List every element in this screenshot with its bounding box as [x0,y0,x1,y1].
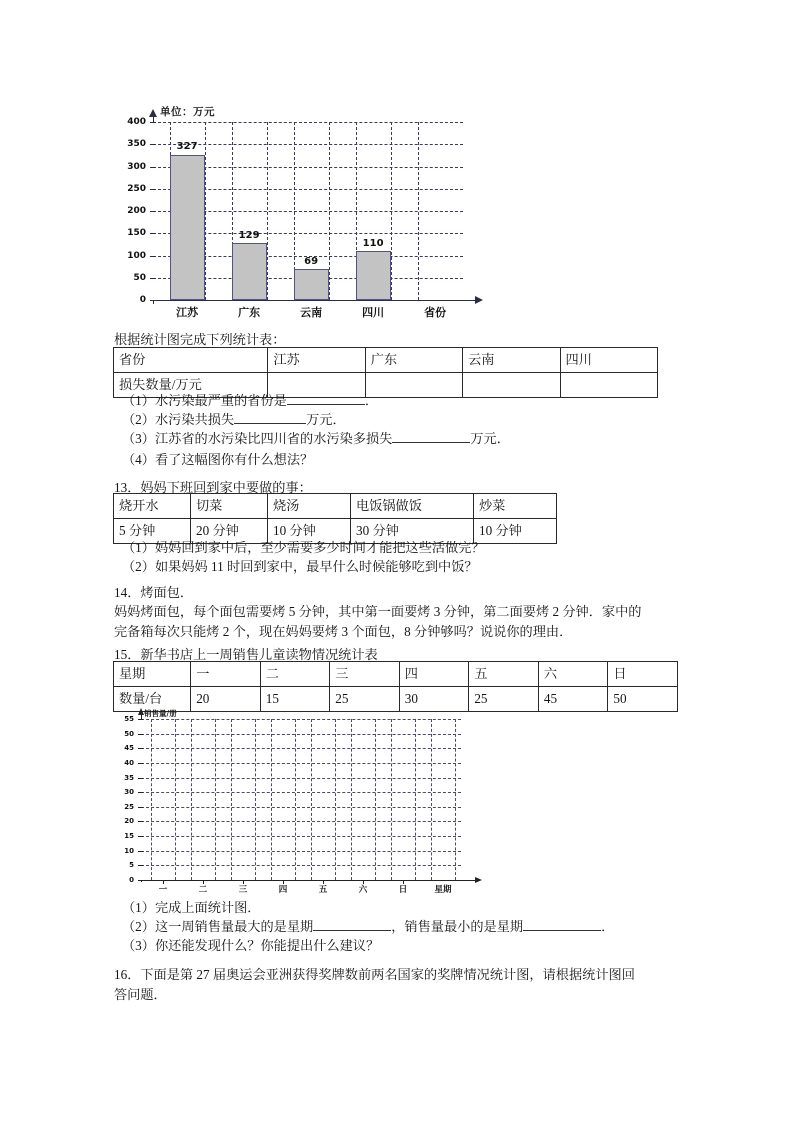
bar-chart-y-tick-label: 50 [133,272,146,283]
bar-chart-y-tick-mark [150,233,156,234]
q12-q2-blank[interactable] [234,423,306,424]
q12-q2-text: （2）水污染共损失 [122,412,235,427]
bar-chart-y-tick-label: 200 [127,206,146,216]
table-header-cell: 二 [260,662,330,687]
grid-chart-y-tick-mark [138,880,143,881]
grid-chart-y-tick-label: 0 [129,876,134,884]
bar-chart-y-tick-label: 150 [127,228,146,239]
bar-chart-vertical-gridline [391,122,392,300]
grid-chart-vertical-gridline [215,719,216,880]
bar-chart-unit-label: 单位：万元 [160,106,215,118]
q15-question-3: （3）你还能发现什么？你能提出什么建议？ [122,938,380,953]
grid-chart-y-tick-label: 40 [124,758,134,767]
grid-chart-y-tick-label: 55 [124,715,134,723]
grid-chart-vertical-gridline [175,719,176,880]
grid-chart-plot-area[interactable] [141,719,461,880]
grid-chart-y-tick-mark [138,821,143,822]
table-cell: 数量/台 [114,687,191,712]
grid-chart-x-tick-label: 一 [158,885,168,895]
bar-chart-y-tick-label: 100 [127,250,146,261]
grid-chart-x-tick-label: 六 [358,885,368,895]
grid-chart-y-tick-label: 45 [124,744,134,753]
grid-chart-vertical-gridline [351,719,352,880]
table-cell: 广东 [365,348,462,373]
table-header-cell: 星期 [114,662,191,687]
bar-value-label: 110 [362,238,384,250]
grid-chart-x-axis [141,880,477,881]
q15-q2-pre: （2）这一周销售量最大的是星期 [122,919,314,934]
grid-chart-gridline [141,763,461,764]
grid-chart-vertical-gridline [415,719,416,880]
grid-chart-y-tick-label: 50 [124,729,134,738]
q15-sales-table [113,661,678,712]
bar-chart-y-tick-label: 350 [127,139,146,150]
bar-chart-y-tick-mark [150,300,156,301]
grid-chart-x-tick-mark [363,880,364,884]
table-header-cell: 五 [469,662,539,687]
table-header-cell: 一 [191,662,261,687]
q12-question-4: （4）看了这幅图你有什么想法？ [122,452,314,467]
bar-value-label: 327 [176,141,198,153]
bar-chart-y-tick-mark [150,211,156,212]
q12-q3-text: （3）江苏省的水污染比四川省的水污染多损失 [122,431,393,446]
bar-chart-y-tick-mark [150,256,156,257]
grid-chart-y-tick-label: 35 [124,773,134,782]
bar-chart-plot-area [153,122,463,300]
grid-chart-gridline [141,851,461,852]
bar-chart-y-tick-mark [150,122,156,123]
grid-chart-x-tick-mark [243,880,244,884]
table-row-header: 省份 [114,348,268,373]
table-header-cell: 切菜 [191,494,268,519]
q15-question-1: （1）完成上面统计图． [122,900,261,915]
bar-chart-y-tick-mark [150,144,156,145]
table-row [114,494,557,519]
table-cell: 45 [538,687,608,712]
grid-chart-gridline [141,719,461,720]
bar-chart-x-axis [153,300,477,301]
table-header-cell: 四 [399,662,469,687]
table-header-cell: 烧开水 [114,494,191,519]
grid-chart-y-tick-label: 25 [124,802,134,811]
grid-chart-y-tick-mark [138,851,143,852]
table-header-cell: 烧汤 [268,494,351,519]
q14-body-line-2: 完备箱每次只能烤 2 个，现在妈妈要烤 3 个面包，8 分钟够吗？说说你的理由． [114,624,573,639]
grid-chart-unit-label: 销售量/册 [144,709,177,718]
grid-chart-vertical-gridline [151,719,152,880]
grid-chart-x-tick-label: 四 [278,885,288,895]
q14-title: 14．烤面包． [114,585,194,600]
grid-chart-x-tick-mark [403,880,404,884]
table-cell-blank[interactable] [463,373,560,398]
table-cell-blank[interactable] [560,373,657,398]
q13-title: 13．妈妈下班回到家中要做的事： [114,480,312,495]
q13-question-1: （1）妈妈回到家中后，至少需要多少时间才能把这些活做完？ [122,540,485,555]
grid-chart-y-tick-mark [138,792,143,793]
grid-chart-gridline [141,821,461,822]
grid-chart-x-tick-mark [283,880,284,884]
q15-title: 15．新华书店上一周销售儿童读物情况统计表 [114,647,378,662]
q12-q3-suffix: 万元． [470,431,510,446]
bar-chart-vertical-gridline [418,122,419,300]
table-cell: 江苏 [268,348,365,373]
q14-body-line-1: 妈妈烤面包，每个面包需要烤 5 分钟，其中第一面要烤 3 分钟，第二面要烤 2 分钟．家中的 [114,604,642,619]
bar-chart-y-tick-label: 250 [127,183,146,194]
q12-intro: 根据统计图完成下列统计表： [114,332,286,347]
grid-chart-x-tick-mark [323,880,324,884]
grid-chart-vertical-gridline [295,719,296,880]
grid-chart-y-tick-label: 10 [124,846,134,855]
bar-chart-x-tick-label: 云南 [300,306,323,319]
table-cell: 四川 [560,348,657,373]
q15-q2-mid: ，销售量最小的是星期 [391,919,524,934]
bar-chart-gridline [153,122,463,123]
q16-line-1: 16．下面是第 27 届奥运会亚洲获得奖牌数前两名国家的奖牌情况统计图，请根据统计图回 [114,967,635,982]
bar-chart-x-tick-label: 四川 [362,306,385,319]
grid-chart-vertical-gridline [391,719,392,880]
bar-chart-x-tick-label: 江苏 [176,306,199,319]
q12-q3-blank[interactable] [392,442,470,443]
grid-chart-vertical-gridline [335,719,336,880]
q12-q2-suffix: 万元． [306,412,346,427]
q15-q2-post: ． [601,919,615,934]
table-cell: 25 [330,687,400,712]
grid-chart-x-tick-label: 五 [318,885,328,895]
grid-chart-y-tick-label: 30 [124,788,134,797]
grid-chart-vertical-gridline [271,719,272,880]
table-header-cell: 六 [538,662,608,687]
table-cell: 50 [608,687,678,712]
grid-chart-vertical-gridline [431,719,432,880]
grid-chart-y-tick-mark [138,807,143,808]
bar-chart-y-tick-label: 300 [127,161,146,172]
grid-chart-gridline [141,792,461,793]
grid-chart-gridline [141,836,461,837]
bar-chart-y-tick-mark [150,167,156,168]
bar-chart-bar [232,243,267,300]
grid-chart-x-tick-mark [163,880,164,884]
bar-chart-bar [356,251,391,300]
bar-chart-vertical-gridline [329,122,330,300]
grid-chart-y-tick-mark [138,778,143,779]
grid-chart-x-tick-label: 日 [398,885,408,895]
table-cell: 25 [469,687,539,712]
grid-chart-vertical-gridline [375,719,376,880]
grid-chart-y-tick-mark [138,836,143,837]
bar-chart-bar [294,269,329,300]
grid-chart-gridline [141,734,461,735]
table-row-header: 损失数量/万元 [114,373,268,398]
grid-chart-x-tick-label: 二 [198,885,208,895]
table-cell: 15 [260,687,330,712]
bar-chart-x-axis-title: 省份 [424,306,447,319]
bar-chart-y-tick-mark [150,189,156,190]
q15-q2-blank-min[interactable] [523,930,601,931]
table-row [114,662,678,687]
grid-chart-vertical-gridline [255,719,256,880]
bar-chart-y-tick-label: 0 [139,295,146,305]
grid-chart-y-tick-label: 20 [124,817,134,826]
table-header-cell: 电饭锅做饭 [351,494,474,519]
q13-tasks-table [113,493,557,544]
table-cell: 20 分钟 [191,519,268,544]
grid-chart-gridline [141,865,461,866]
table-header-cell: 三 [330,662,400,687]
grid-chart-vertical-gridline [311,719,312,880]
table-cell: 5 分钟 [114,519,191,544]
q12-question-2 [122,410,346,429]
grid-chart-vertical-gridline [455,719,456,880]
q12-question-1 [122,391,378,410]
grid-chart-x-tick-mark [203,880,204,884]
table-cell: 30 分钟 [351,519,474,544]
grid-chart-y-tick-mark [138,734,143,735]
grid-chart-y-tick-mark [138,865,143,866]
grid-chart-gridline [141,748,461,749]
q16-line-2: 答问题． [114,987,167,1002]
grid-chart-gridline [141,778,461,779]
table-cell: 云南 [463,348,560,373]
bar-chart-y-tick-label: 400 [127,117,146,127]
grid-chart-x-tick-label: 三 [238,885,248,895]
table-cell: 10 分钟 [474,519,557,544]
q12-q1-text: （1）水污染最严重的省份是 [122,393,287,408]
grid-chart-vertical-gridline [231,719,232,880]
water-pollution-bar-chart [112,100,492,319]
table-cell: 20 [191,687,261,712]
table-row [114,348,658,373]
table-header-cell: 炒菜 [474,494,557,519]
grid-chart-gridline [141,807,461,808]
sales-blank-grid-chart [104,708,494,898]
grid-chart-y-tick-label: 5 [129,861,134,870]
q13-question-2: （2）如果妈妈 11 时回到家中，最早什么时候能够吃到中饭？ [122,559,478,574]
bar-chart-x-tick-label: 广东 [238,306,261,319]
bar-chart-vertical-gridline [267,122,268,300]
q15-q2-blank-max[interactable] [313,930,391,931]
table-header-cell: 日 [608,662,678,687]
grid-chart-x-axis-title: 星期 [434,885,452,895]
table-cell: 30 [399,687,469,712]
bar-value-label: 129 [238,229,260,241]
grid-chart-y-tick-mark [138,719,143,720]
q15-question-2 [122,917,614,936]
q12-q1-blank[interactable] [287,404,365,405]
bar-chart-y-tick-mark [150,278,156,279]
q12-q1-suffix: ． [364,393,379,408]
grid-chart-y-tick-mark [138,748,143,749]
table-cell: 10 分钟 [268,519,351,544]
bar-value-label: 69 [304,256,319,268]
grid-chart-vertical-gridline [191,719,192,880]
q12-question-3 [122,429,510,448]
grid-chart-y-tick-label: 15 [124,832,134,841]
grid-chart-y-tick-mark [138,763,143,764]
table-cell-blank[interactable] [365,373,462,398]
bar-chart-bar [170,155,205,301]
